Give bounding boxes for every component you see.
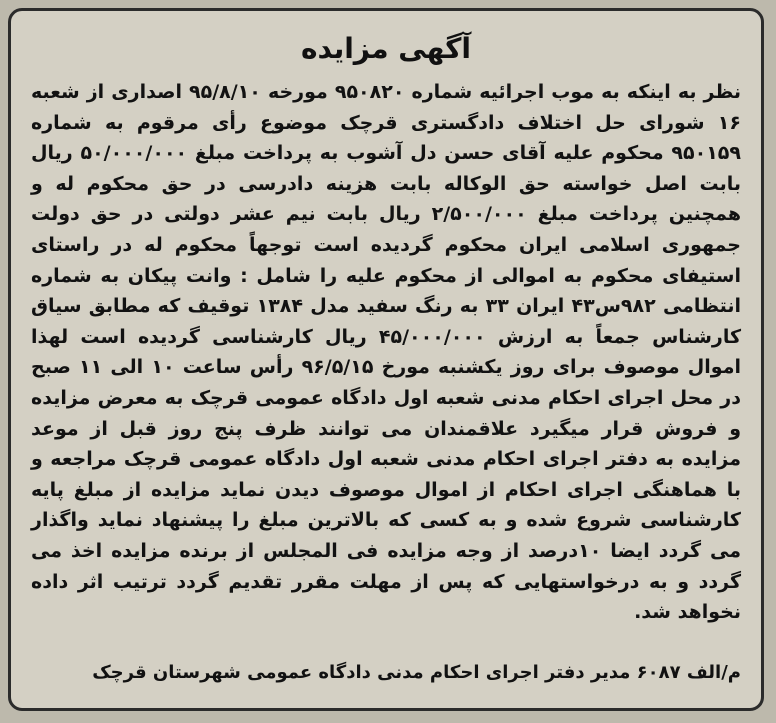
notice-frame [8, 8, 764, 711]
notice-body: نظر به اینکه به موب اجرائیه شماره ۹۵۰۸۲۰ مورخه ۹۵/۸/۱۰ اصداری از شعبه ۱۶ شورای حل اختلاف دادگستری قرچک موضوع رأی مرقوم به شماره ۹۵۰۱۵۹ محکوم علیه آقای حسن دل آشوب به پرداخت مبلغ ۵۰/۰۰۰/۰۰۰ ریال بابت اصل خواسته حق الوکاله بابت هزینه دادرسی در حق محکوم له و همچنین پرداخت مبلغ ۲/۵۰۰/۰۰۰ ریال بابت نیم عشر دولتی در حق دولت جمهوری اسلامی ایران محکوم گردیده است توجهاً محکوم له در راستای استیفای محکوم به اموالی از محکوم علیه را شامل : وانت پیکان به شماره انتظامی ۹۸۲س۴۳ ایران ۳۳ به رنگ سفید مدل ۱۳۸۴ توقیف که مطابق سیاق کارشناس جمعاً به ارزش ۴۵/۰۰۰/۰۰۰ ریال کارشناسی گردیده است لهذا اموال موصوف برای روز یکشنبه مورخ ۹۶/۵/۱۵ رأس ساعت ۱۰ الی ۱۱ صبح در محل اجرای احکام مدنی شعبه اول دادگاه عمومی قرچک به معرض مزایده و فروش قرار میگیرد علاقمندان می توانند ظرف پنج روز قبل از موعد مزایده به دفتر اجرای احکام مدنی شعبه اول دادگاه عمومی قرچک مراجعه و با هماهنگی اجرای احکام از اموال موصوف دیدن نماید مزایده از مبلغ پایه کارشناسی شروع شده و به کسی که بالاترین مبلغ را پیشنهاد نماید واگذار می گردد ایضا ۱۰درصد از وجه مزایده فی المجلس از برنده مزایده اخذ می گردد و به درخواستهایی که پس از مهلت مقرر تقدیم گردد ترتیب اثر داده نخواهد شد. [31, 81, 742, 624]
notice-footer-signature: م/الف ۶۰۸۷ مدیر دفتر اجرای احکام مدنی دادگاه عمومی شهرستان قرچک [92, 662, 741, 683]
notice-title: آگهی مزایده [300, 32, 471, 65]
